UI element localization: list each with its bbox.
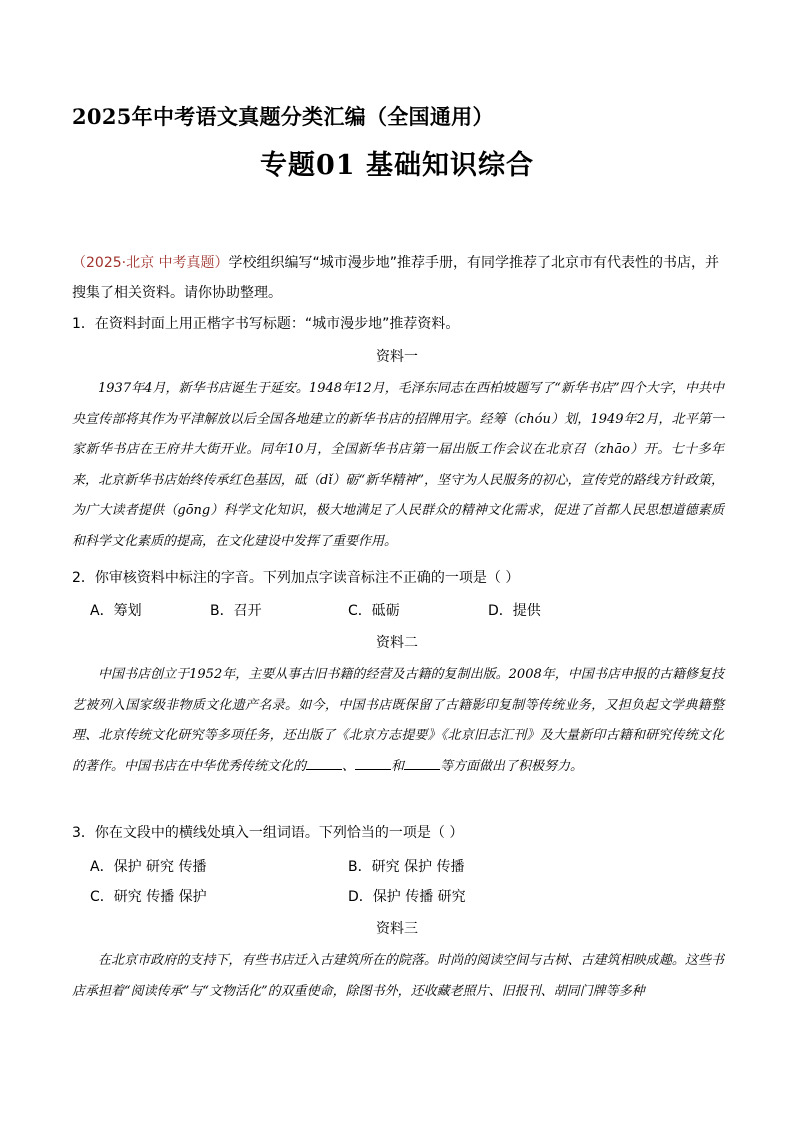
blank-sep-2: 和 bbox=[391, 758, 405, 774]
question-1: 1．在资料封面上用正楷字书写标题：“城市漫步地”推荐资料。 bbox=[72, 316, 460, 332]
q3-option-d: D．保护 传播 研究 bbox=[348, 889, 466, 905]
material-2-part1: 中国书店创立于1952年，主要从事古旧书籍的经营及古籍的复制出版。2008年，中国书店申报的古籍修复技艺被列入国家级非物质文化遗产名录。如今，中国书店既保留了古籍影印复制等传统业务，又担负起文学典籍整理、北京传统文化研究等多项任务，还出版了《北京方志提要》《北京旧志汇刊》及大量新印古籍和研究传统文化的著作。中国书店在中华优秀传统文化的 bbox=[72, 667, 724, 774]
question-3: 3．你在文段中的横线处填入一组词语。下列恰当的一项是（ ） bbox=[72, 825, 464, 841]
q3-option-c: C．研究 传播 保护 bbox=[90, 889, 207, 905]
fill-blank-3 bbox=[404, 757, 440, 770]
intro-text: 学校组织编写“城市漫步地”推荐手册，有同学推荐了北京市有代表性的书店，并搜集了相关资料。请你协助整理。 bbox=[72, 255, 720, 301]
intro-paragraph bbox=[72, 248, 724, 308]
material-2-part2: 等方面做出了积极努力。 bbox=[440, 758, 584, 774]
q3-option-a: A．保护 研究 传播 bbox=[90, 859, 207, 875]
fill-blank-1 bbox=[306, 757, 342, 770]
material-3-title: 资料三 bbox=[376, 921, 418, 937]
q3-option-b: B．研究 保护 传播 bbox=[348, 859, 465, 875]
material-1-text: 1937年4月，新华书店诞生于延安。1948年12月，毛泽东同志在西柏坡题写了“新华书店”四个大字，中共中央宣传部将其作为平津解放以后全国各地建立的新华书店的招牌用字。经筹（chóu）划，1949年2月，北平第一家新华书店在王府井大街开业。同年10月，全国新华书店第一届出版工作会议在北京召（zhāo）开。七十多年来，北京新华书店始终传承红色基因，砥（dǐ）砺“新华精神”，坚守为人民服务的初心，宣传党的路线方针政策，为广大读者提供（gōng）科学文化知识，极大地满足了人民群众的精神文化需求，促进了首都人民思想道德素质和科学文化素质的提高，在文化建设中发挥了重要作用。 bbox=[72, 381, 724, 549]
material-1-title: 资料一 bbox=[376, 349, 418, 365]
q2-option-d: D．提供 bbox=[488, 603, 541, 619]
blank-sep-1: 、 bbox=[342, 758, 356, 774]
question-2: 2．你审核资料中标注的字音。下列加点字读音标注不正确的一项是（ ） bbox=[72, 570, 520, 586]
q2-option-a: A．筹划 bbox=[90, 603, 142, 619]
fill-blank-2 bbox=[355, 757, 391, 770]
material-3-text: 在北京市政府的支持下，有些书店迁入古建筑所在的院落。时尚的阅读空间与古树、古建筑相映成趣。这些书店承担着“阅读传承”与“文物活化”的双重使命，除图书外，还收藏老照片、旧报刊、胡同门牌等多种 bbox=[72, 953, 724, 999]
topic-title: 专题01 基础知识综合 bbox=[260, 150, 534, 181]
q2-option-c: C．砥砺 bbox=[348, 603, 400, 619]
source-tag: （2025·北京 中考真题） bbox=[72, 255, 229, 271]
material-2-title: 资料二 bbox=[376, 635, 418, 651]
document-title: 2025年中考语文真题分类汇编（全国通用） bbox=[72, 104, 494, 129]
material-2-text bbox=[72, 660, 724, 782]
q2-option-b: B．召开 bbox=[210, 603, 262, 619]
